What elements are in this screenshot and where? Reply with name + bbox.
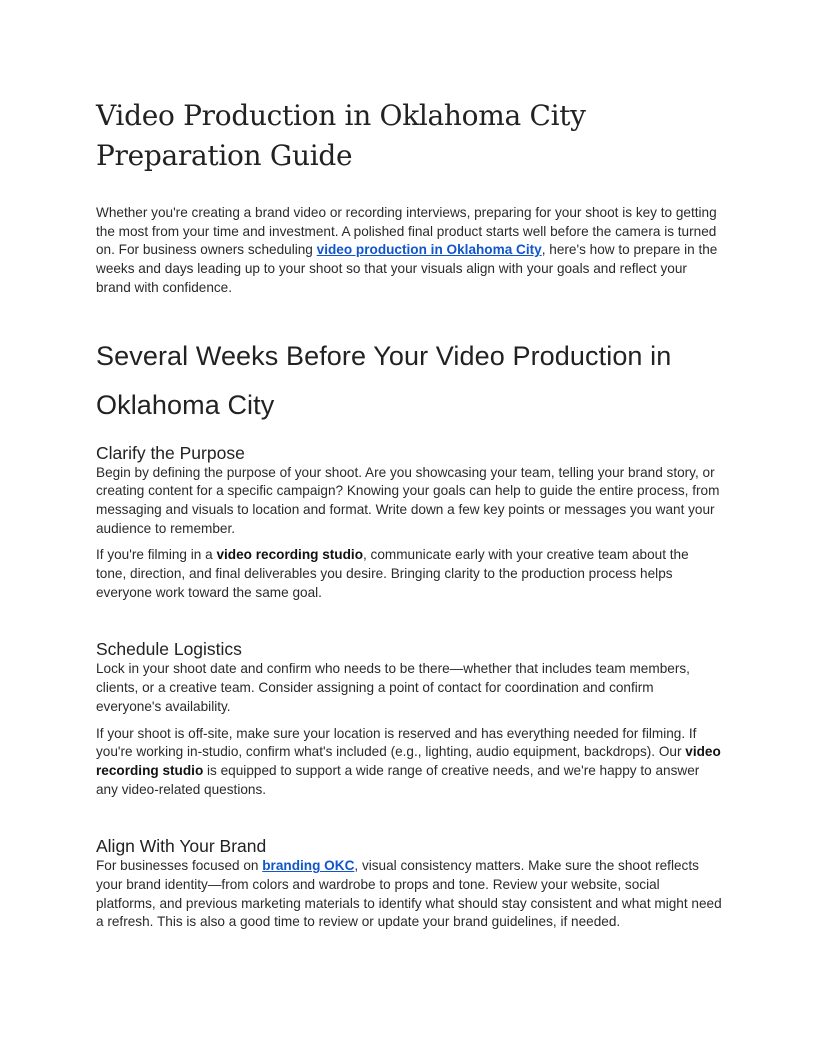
clarify-purpose-paragraph-2 xyxy=(96,546,722,602)
title-line-1: Video Production in Oklahoma City xyxy=(96,99,586,132)
align-brand-text-end: , visual consistency matters. Make sure the shoot reflects your brand identity—from colors and wardrobe to props and tone. Review your website, social platforms, and previous marketing materials to identify what should stay consistent and what might need a refresh. This is also a good time to review or update your brand guidelines, if needed. xyxy=(96,858,722,930)
subsection-heading-align-brand: Align With Your Brand xyxy=(96,836,267,857)
subsection-heading-schedule-logistics: Schedule Logistics xyxy=(96,639,242,660)
title-line-2: Preparation Guide xyxy=(96,139,353,172)
section-heading: Several Weeks Before Your Video Production in Oklahoma City xyxy=(96,340,672,420)
schedule-logistics-text-start: If your shoot is off-site, make sure your location is reserved and has everything needed for filming. If you're working in-studio, confirm what's included (e.g., lighting, audio equipment, backdrops). Our xyxy=(96,725,697,760)
schedule-logistics-text-end: is equipped to support a wide range of creative needs, and we're happy to answer any video-related questions. xyxy=(96,762,700,797)
subsection-heading-clarify-purpose: Clarify the Purpose xyxy=(96,442,245,463)
schedule-logistics-paragraph-1: Lock in your shoot date and confirm who needs to be there—whether that includes team members, clients, or a creative team. Consider assigning a point of contact for coordination and confirm everyone's availability. xyxy=(96,661,690,714)
branding-okc-link[interactable]: branding OKC xyxy=(262,858,355,874)
clarify-purpose-paragraph-1: Begin by defining the purpose of your shoot. Are you showcasing your team, telling your brand story, or creating content for a specific campaign? Knowing your goals can help to guide the entire process, from messaging and visuals to location and format. Write down a few key points or messages you want your audience to remember. xyxy=(96,464,720,536)
schedule-logistics-paragraph-2 xyxy=(96,725,722,800)
video-recording-studio-bold: video recording studio xyxy=(96,744,721,778)
document-page xyxy=(96,96,722,932)
align-brand-text-start: For businesses focused on xyxy=(96,858,263,874)
intro-text-start: Whether you're creating a brand video or recording interviews, preparing for your shoot is key to getting the most from your time and investment. A polished final product starts well before the camera is turned on. For business owners scheduling xyxy=(96,205,717,258)
intro-text-end: , here's how to prepare in the weeks and days leading up to your shoot so that your visuals align with your goals and reflect your brand with confidence. xyxy=(96,242,718,295)
clarify-purpose-text-end: , communicate early with your creative team about the tone, direction, and final deliverables you desire. Bringing clarity to the production process helps everyone work toward the same goal. xyxy=(96,547,689,600)
video-recording-studio-bold: video recording studio xyxy=(216,547,363,563)
intro-paragraph xyxy=(96,204,722,298)
document-title xyxy=(96,96,722,176)
align-brand-paragraph xyxy=(96,857,722,932)
clarify-purpose-text-start: If you're filming in a xyxy=(96,547,217,563)
video-production-link[interactable]: video production in Oklahoma City xyxy=(316,242,542,258)
